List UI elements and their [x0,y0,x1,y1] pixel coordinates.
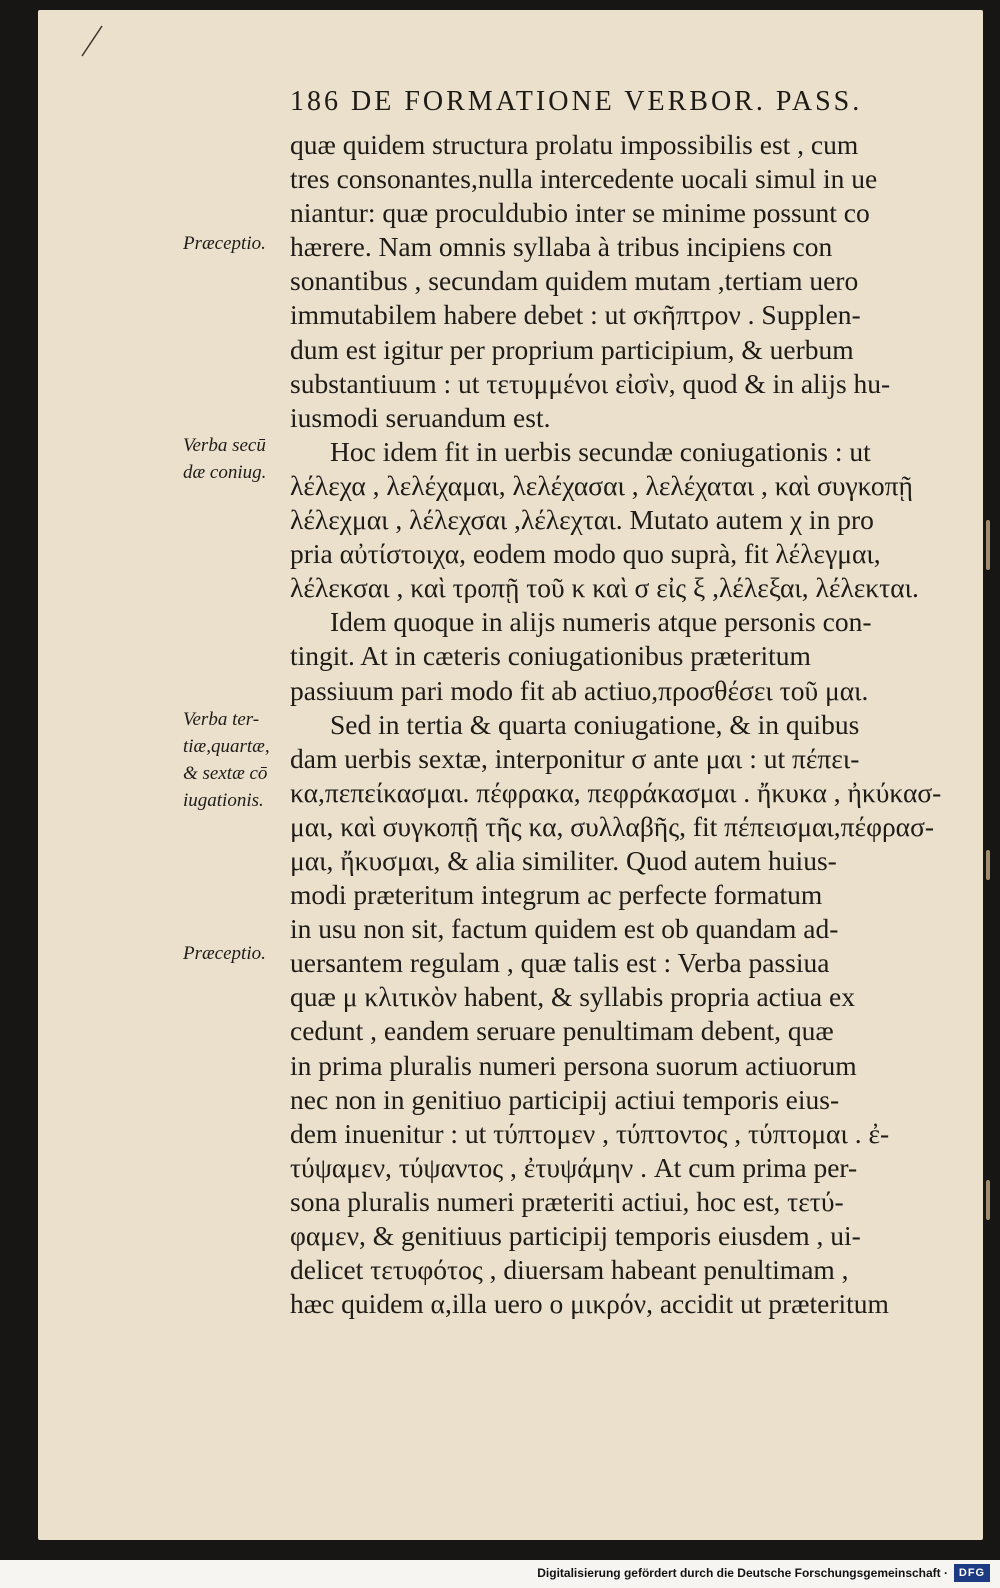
marginal-note-preceptio-2 [183,940,293,967]
running-header: 186 DE FORMATIONE VERBOR. PASS. [290,86,863,117]
footer-credit: Digitalisierung gefördert durch die Deutsche Forschungsgemeinschaft · [537,1566,948,1580]
marginal-note-line: iugationis. [183,790,264,811]
text-line: cedunt , eandem seruare penultimam debent, quæ [290,1015,834,1047]
marginal-note-line: Præceptio. [183,233,266,254]
text-line: quæ quidem structura prolatu impossibilis est , cum [290,129,859,160]
marginal-note-line: Verba secū [183,435,266,456]
corner-pen-stroke [80,24,108,58]
text-line: substantiuum : ut τετυμμένοι εἰσὶν, quod & in alijs hu- [290,367,891,399]
text-line: κα,πεπείκασμαι. πέφρακα, πεφράκασμαι . ἤκυκα , ἠκύκασ- [290,776,942,808]
text-line: φαμεν, & genitiuus participij temporis eiusdem , ui- [290,1220,861,1251]
marginal-note-verba-tertiae [183,706,293,814]
text-line: iusmodi seruandum est. [290,401,551,433]
marginal-note-line: tiæ,quartæ, [183,736,270,757]
text-line: dam uerbis sextæ, interponitur σ ante μαι : ut πέπει- [290,742,860,774]
text-line: pria αὐτίστοιχα, eodem modo quo suprà, fit λέλεγμαι, [290,538,881,570]
digitization-footer [0,1560,1000,1588]
marginal-note-line: Præceptio. [183,943,266,964]
text-line: hærere. Nam omnis syllaba à tribus incipiens con [290,231,833,263]
text-line: modi præteritum integrum ac perfecte formatum [290,879,823,911]
text-line: τύψαμεν, τύψαντος , ἐτυψάμην . At cum prima per- [290,1151,858,1183]
marginal-note-line: dæ coniug. [183,462,267,483]
text-line: delicet τετυφότος , diuersam habeant penultimam , [290,1254,849,1286]
text-line: nec non in genitiuo participij actiui temporis eius- [290,1083,840,1115]
text-line: in usu non sit, factum quidem est ob quandam ad- [290,913,839,945]
marginal-note-line: Verba ter- [183,709,260,730]
text-line: tingit. At in cæteris coniugationibus præteritum [290,640,811,672]
text-line: Idem quoque in alijs numeris atque personis con- [330,606,872,638]
dfg-logo-icon: DFG [954,1564,990,1582]
text-line: niantur: quæ proculdubio inter se minime possunt co [290,197,870,229]
text-line: λέλεχμαι , λέλεχσαι ,λέλεχται. Mutato autem χ in pro [290,504,874,536]
text-line: Sed in tertia & quarta coniugatione, & in quibus [330,708,860,740]
text-line: hæc quidem α,illa uero ο μικρόν, accidit ut præteritum [290,1288,889,1320]
text-line: Hoc idem fit in uerbis secundæ coniugationis : ut [330,435,871,467]
marginal-note-line: & sextæ cō [183,763,268,784]
text-line: μαι, ἤκυσμαι, & alia similiter. Quod autem huius- [290,844,837,876]
text-line: μαι, καὶ συγκοπῇ τῆς κα, συλλαβῆς, fit πέπεισμαι,πέφρασ- [290,810,935,842]
text-line: in prima pluralis numeri persona suorum actiuorum [290,1049,857,1081]
text-line: λέλεκσαι , καὶ τροπῇ τοῦ κ καὶ σ εἰς ξ ,λέλεξαι, λέλεκται. [290,572,919,604]
text-line: λέλεχα , λελέχαμαι, λελέχασαι , λελέχαται , καὶ συγκοπῇ [290,469,913,501]
text-line: dum est igitur per proprium participium, & uerbum [290,333,854,365]
page-edge-mark [986,850,990,880]
text-line: tres consonantes,nulla intercedente uocali simul in ue [290,163,878,195]
page-edge-mark [986,1180,990,1220]
text-line: dem inuenitur : ut τύπτομεν , τύπτοντος , τύπτομαι . ἐ- [290,1117,890,1149]
text-line: sonantibus , secundam quidem mutam ,tertiam uero [290,265,859,297]
body-text [290,128,950,1321]
text-line: quæ μ κλιτικὸν habent, & syllabis propria actiua ex [290,981,855,1013]
text-line: passiuum pari modo fit ab actiuo,προσθέσει τοῦ μαι. [290,674,869,706]
text-line: immutabilem habere debet : ut σκῆπτρον . Supplen- [290,299,861,331]
marginal-note-verba-secundae [183,432,293,486]
marginal-note-preceptio [183,230,293,257]
page-edge-mark [986,520,990,570]
text-line: sona pluralis numeri præteriti actiui, hoc est, τετύ- [290,1185,844,1217]
text-line: uersantem regulam , quæ talis est : Verba passiua [290,947,830,979]
